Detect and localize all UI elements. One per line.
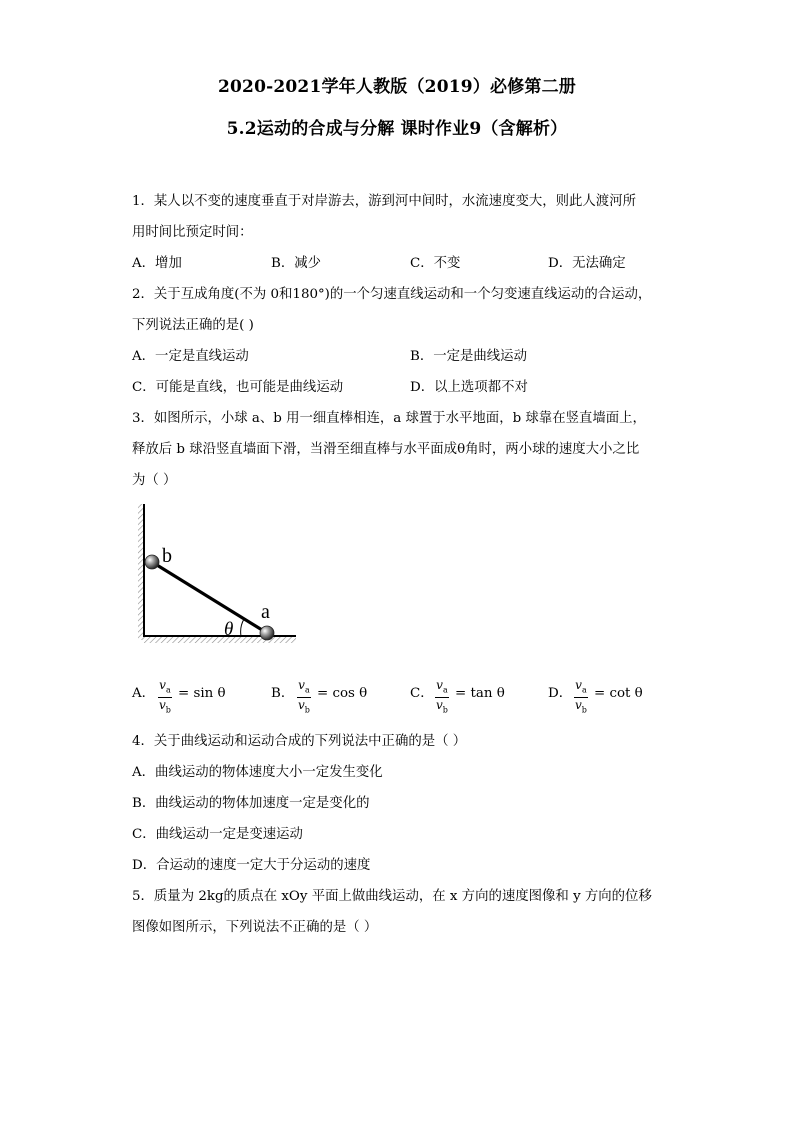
q3-a-den: v	[159, 698, 166, 713]
q1-option-b: B．减少	[271, 256, 322, 271]
ball-a	[260, 626, 274, 640]
q3-d-num: v	[575, 678, 582, 692]
q3-option-b-fraction	[297, 678, 311, 718]
q3-option-d-letter: D．	[548, 686, 573, 701]
q2-option-a: A．一定是直线运动	[132, 349, 249, 364]
q3-option-b-rhs: = cos θ	[317, 686, 368, 701]
q1-stem-line2: 用时间比预定时间：	[132, 225, 253, 240]
q3-c-den-sub: b	[442, 705, 448, 715]
q3-c-den: v	[436, 698, 443, 713]
q3-option-c-fraction	[435, 678, 449, 718]
q3-stem-line2: 释放后 b 球沿竖直墙面下滑，当滑至细直棒与水平面成θ角时，两小球的速度大小之比	[132, 442, 640, 457]
q1-option-a: A．增加	[132, 256, 182, 271]
q3-d-den-sub: b	[581, 705, 587, 715]
q5-stem-line2: 图像如图所示，下列说法不正确的是（ ）	[132, 920, 378, 935]
q2-stem-line2: 下列说法正确的是( )	[132, 318, 254, 333]
ground-hatch	[144, 636, 296, 643]
ball-b	[145, 555, 159, 569]
q3-b-num-sub: a	[304, 685, 310, 695]
q3-b-den: v	[298, 698, 305, 713]
q2-stem-line1: 2．关于互成角度(不为 0和180°)的一个匀速直线运动和一个匀变速直线运动的合运动，	[132, 287, 652, 302]
q4-stem-line1: 4．关于曲线运动和运动合成的下列说法中正确的是（ ）	[132, 734, 467, 749]
q3-option-a-fraction	[158, 678, 172, 718]
q3-option-d-rhs: = cot θ	[594, 686, 643, 701]
q3-d-num-sub: a	[581, 685, 587, 695]
q3-stem-line1: 3．如图所示，小球 a、b 用一细直棒相连，a 球置于水平地面，b 球靠在竖直墙面上，	[132, 411, 646, 426]
q2-option-c: C．可能是直线，也可能是曲线运动	[132, 380, 344, 395]
rod	[152, 562, 267, 633]
q3-option-b-letter: B．	[271, 686, 295, 701]
q3-c-num: v	[436, 678, 443, 692]
q3-a-den-sub: b	[165, 705, 171, 715]
q3-option-c-letter: C．	[410, 686, 434, 701]
q1-option-d: D．无法确定	[548, 256, 626, 271]
q3-a-num-sub: a	[165, 685, 171, 695]
q3-a-num: v	[159, 678, 166, 692]
q5-stem-line1: 5．质量为 2kg的质点在 xOy 平面上做曲线运动，在 x 方向的速度图像和 y 方向的位移	[132, 889, 652, 904]
q3-option-c-rhs: = tan θ	[455, 686, 505, 701]
q3-c-num-sub: a	[442, 685, 448, 695]
doc-title-line1: 2020-2021学年人教版（2019）必修第二册	[218, 77, 576, 97]
q4-option-b: B．曲线运动的物体加速度一定是变化的	[132, 796, 370, 811]
angle-arc	[241, 619, 244, 636]
q4-option-c: C．曲线运动一定是变速运动	[132, 827, 303, 842]
q2-option-b: B．一定是曲线运动	[410, 349, 527, 364]
q4-option-a: A．曲线运动的物体速度大小一定发生变化	[132, 765, 383, 780]
q3-b-num: v	[298, 678, 305, 692]
q3-option-a-rhs: = sin θ	[178, 686, 226, 701]
label-a: a	[261, 601, 270, 623]
q4-option-d: D．合运动的速度一定大于分运动的速度	[132, 858, 371, 873]
q3-option-a-letter: A．	[132, 686, 156, 701]
doc-title-line2: 5.2运动的合成与分解 课时作业9（含解析）	[226, 119, 568, 139]
q1-option-c: C．不变	[410, 256, 461, 271]
q2-option-d: D．以上选项都不对	[410, 380, 528, 395]
q3-stem-line3: 为（ ）	[132, 473, 177, 488]
q3-b-den-sub: b	[304, 705, 310, 715]
label-b: b	[162, 545, 172, 567]
q1-stem-line1: 1．某人以不变的速度垂直于对岸游去，游到河中间时，水流速度变大，则此人渡河所	[132, 194, 636, 209]
q3-option-d-fraction	[574, 678, 588, 718]
q3-d-den: v	[575, 698, 582, 713]
q3-figure	[134, 500, 304, 650]
label-theta: θ	[224, 619, 234, 640]
